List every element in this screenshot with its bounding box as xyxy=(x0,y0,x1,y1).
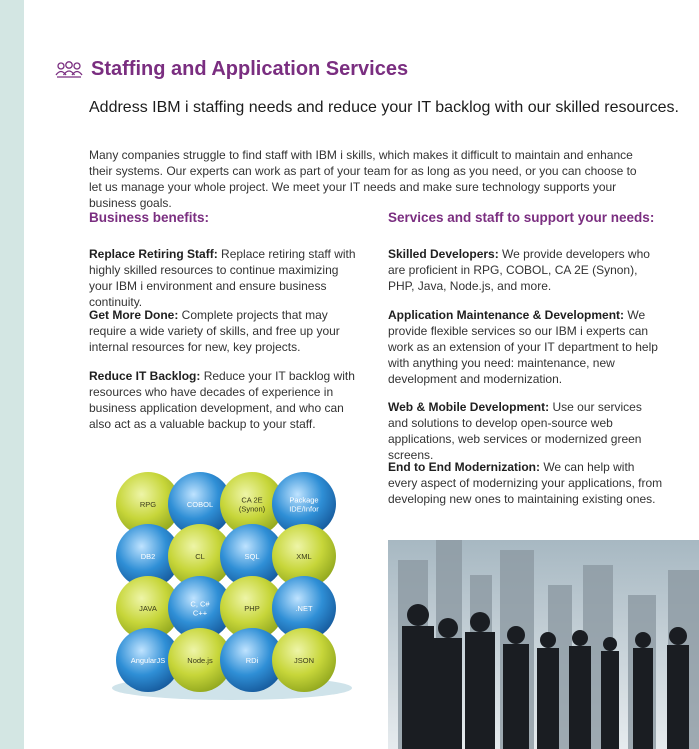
service-title: Application Maintenance & Development: xyxy=(388,308,625,322)
service-text: We provide flexible services so our IBM i experts can work as an extension of your IT department to help with anything you need: maintenance, new development and modernization. xyxy=(388,308,658,386)
tech-sphere-label: PHP xyxy=(244,604,260,613)
tech-sphere-label: Package IDE/Infor xyxy=(289,495,319,514)
tech-sphere-label: CL xyxy=(195,552,205,561)
tech-sphere-label: Node.js xyxy=(187,656,213,665)
tech-sphere-label: AngularJS xyxy=(130,656,166,665)
service-text: Use our services and solutions to develop open-source web applications, web services or modernized green screens. xyxy=(388,400,642,462)
service-modernization xyxy=(388,459,663,507)
benefit-text: Complete projects that may require a wide variety of skills, and free up your internal resources for new, key projects. xyxy=(89,308,340,354)
tech-sphere-label: JAVA xyxy=(139,604,157,613)
tech-sphere-label: JSON xyxy=(293,656,315,665)
service-title: Web & Mobile Development: xyxy=(388,400,550,414)
service-title: Skilled Developers: xyxy=(388,247,499,261)
page-subtitle: Address IBM i staffing needs and reduce your IT backlog with our skilled resources. xyxy=(89,99,679,116)
benefit-get-more-done xyxy=(89,307,364,355)
technology-sphere-grid xyxy=(112,470,364,705)
section-header xyxy=(55,58,408,81)
tech-sphere-label: SQL xyxy=(244,552,260,561)
tech-sphere-label: C, C# C++ xyxy=(190,599,210,618)
service-text: We provide developers who are proficient in RPG, COBOL, CA 2E (Synon), PHP, Java, Node.js, and more. xyxy=(388,247,650,293)
service-title: End to End Modernization: xyxy=(388,460,540,474)
services-heading: Services and staff to support your needs: xyxy=(388,210,655,225)
tech-sphere-label: RPG xyxy=(139,500,157,509)
people-group-icon xyxy=(55,60,83,80)
benefit-reduce-backlog xyxy=(89,368,364,432)
intro-paragraph: Many companies struggle to find staff with IBM i skills, which makes it difficult to maintain and enhance their systems. Our experts can work as part of your team for as long as you need, or you can choose to let us manage your whole project. We meet your IT needs and make sure technology supports your business goals. xyxy=(89,148,637,210)
tech-sphere-label: .NET xyxy=(295,604,313,613)
benefit-title: Get More Done: xyxy=(89,308,179,322)
tech-sphere-label: RDi xyxy=(245,656,259,665)
tech-sphere-label: XML xyxy=(296,552,312,561)
benefit-title: Replace Retiring Staff: xyxy=(89,247,218,261)
benefit-text: Replace retiring staff with highly skilled resources to continue maximizing your IBM i environment and ensure business continuity. xyxy=(89,247,356,309)
service-skilled-developers xyxy=(388,246,663,294)
service-web-mobile xyxy=(388,399,663,463)
page-title: Staffing and Application Services xyxy=(91,58,409,80)
service-text: We can help with every aspect of modernizing your applications, from developing new ones to maintaining existing ones. xyxy=(388,460,663,506)
tech-sphere-label: CA 2E (Synon) xyxy=(238,495,266,514)
benefits-heading: Business benefits: xyxy=(89,210,210,225)
tech-sphere-label: DB2 xyxy=(140,552,156,561)
tech-sphere-label: COBOL xyxy=(186,500,214,509)
benefit-text: Reduce your IT backlog with resources who have decades of experience in business application development, and who can also act as a valuable backup to your staff. xyxy=(89,369,355,431)
service-app-maintenance xyxy=(388,307,663,387)
benefit-replace-staff xyxy=(89,246,364,310)
benefit-title: Reduce IT Backlog: xyxy=(89,369,201,383)
business-people-photo xyxy=(388,540,699,749)
side-band xyxy=(0,0,24,749)
